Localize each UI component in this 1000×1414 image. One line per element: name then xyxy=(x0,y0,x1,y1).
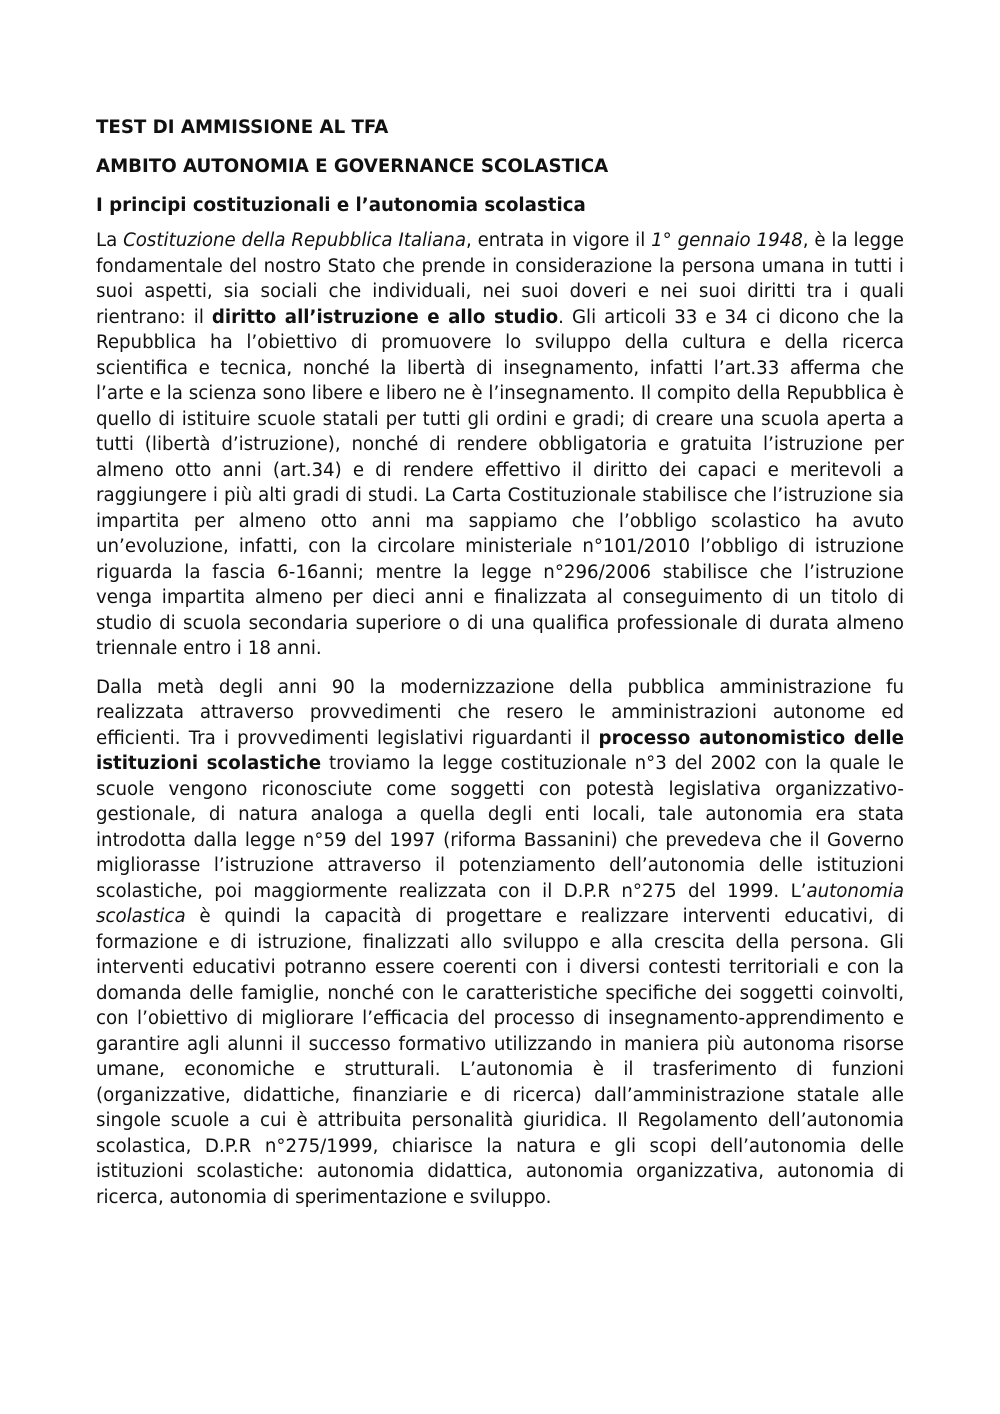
paragraph-1 xyxy=(96,228,904,662)
bold-run: diritto all’istruzione e allo studio xyxy=(211,306,559,328)
text-run: , entrata in vigore il xyxy=(465,230,652,251)
section-heading: I principi costituzionali e l’autonomia scolastica xyxy=(96,195,586,216)
italic-run: autonomia scolastica xyxy=(96,880,904,927)
bold-run: processo autonomistico delle istituzioni scolastiche xyxy=(96,727,904,774)
text-run: . Gli articoli 33 e 34 ci dicono che la Repubblica ha l’obiettivo di promuovere lo sviluppo della cultura e della ricerca scientifica e tecnica, nonché la libertà di insegnamento, infatti l’art.33 afferma che l’arte e la scienza sono libere e libero ne è l’insegnamento. Il compito della Repubblica è quello di istituire scuole statali per tutti gli ordini e gradi; di creare una scuola aperta a tutti (libertà d’istruzione), nonché di rendere obbligatoria e gratuita l’istruzione per almeno otto anni (art.34) e di rendere effettivo il diritto dei capaci e meritevoli a raggiungere i più alti gradi di studi. La Carta Costituzionale stabilisce che l’istruzione sia impartita per almeno otto anni ma sappiamo che l’obbligo scolastico ha avuto un’evoluzione, infatti, con la circolare ministeriale n°101/2010 l’obbligo di istruzione riguarda la fascia 6-16anni; mentre la legge n°296/2006 stabilisce che l’istruzione venga impartita almeno per dieci anni e finalizzata al conseguimento di un titolo di studio di scuola secondaria superiore o di una qualifica professionale di durata almeno triennale entro i 18 anni. xyxy=(96,306,905,659)
document-subtitle: AMBITO AUTONOMIA E GOVERNANCE SCOLASTICA xyxy=(96,156,609,177)
paragraph-2 xyxy=(96,675,904,1211)
text-run: La xyxy=(96,230,124,251)
text-run: è quindi la capacità di progettare e realizzare interventi educativi, di formazione e di istruzione, finalizzati allo sviluppo e alla crescita della persona. Gli interventi educativi potranno essere coerenti con i diversi contesti territoriali e con la domanda delle famiglie, nonché con le caratteristiche specifiche dei soggetti coinvolti, con l’obiettivo di migliorare l’efficacia del processo di insegnamento-apprendimento e garantire agli alunni il successo formativo utilizzando in maniera più autonoma risorse umane, economiche e strutturali. L’autonomia è il trasferimento di funzioni (organizzative, didattiche, finanziarie e di ricerca) dall’amministrazione statale alle singole scuole a cui è attribuita personalità giuridica. Il Regolamento dell’autonomia scolastica, D.P.R n°275/1999, chiarisce la natura e gli scopi dell’autonomia delle istituzioni scolastiche: autonomia didattica, autonomia organizzativa, autonomia di ricerca, autonomia di sperimentazione e sviluppo. xyxy=(96,906,904,1208)
text-run: Dalla metà degli anni 90 la modernizzazione della pubblica amministrazione fu realizzata attraverso provvedimenti che resero le amministrazioni autonome ed efficienti. Tra i provvedimenti legislativi riguardanti il xyxy=(96,676,904,749)
document-title: TEST DI AMMISSIONE AL TFA xyxy=(96,117,389,138)
text-run: , è la legge fondamentale del nostro Stato che prende in considerazione la persona umana in tutti i suoi aspetti, sia sociali che individuali, nei suoi doveri e nei suoi diritti tra i quali rientrano: il xyxy=(96,230,904,328)
italic-run: Costituzione della Repubblica Italiana xyxy=(123,230,466,251)
text-run: troviamo la legge costituzionale n°3 del 2002 con la quale le scuole vengono riconosciute come soggetti con potestà legislativa organizzativo-gestionale, di natura analoga a quella degli enti locali, tale autonomia era stata introdotta dalla legge n°59 del 1997 (riforma Bassanini) che prevedeva che il Governo migliorasse l’istruzione attraverso il potenziamento dell’autonomia delle istituzioni scolastiche, poi maggiormente realizzata con il D.P.R n°275 del 1999. L’ xyxy=(96,753,904,902)
italic-run: 1° gennaio 1948 xyxy=(651,230,803,251)
